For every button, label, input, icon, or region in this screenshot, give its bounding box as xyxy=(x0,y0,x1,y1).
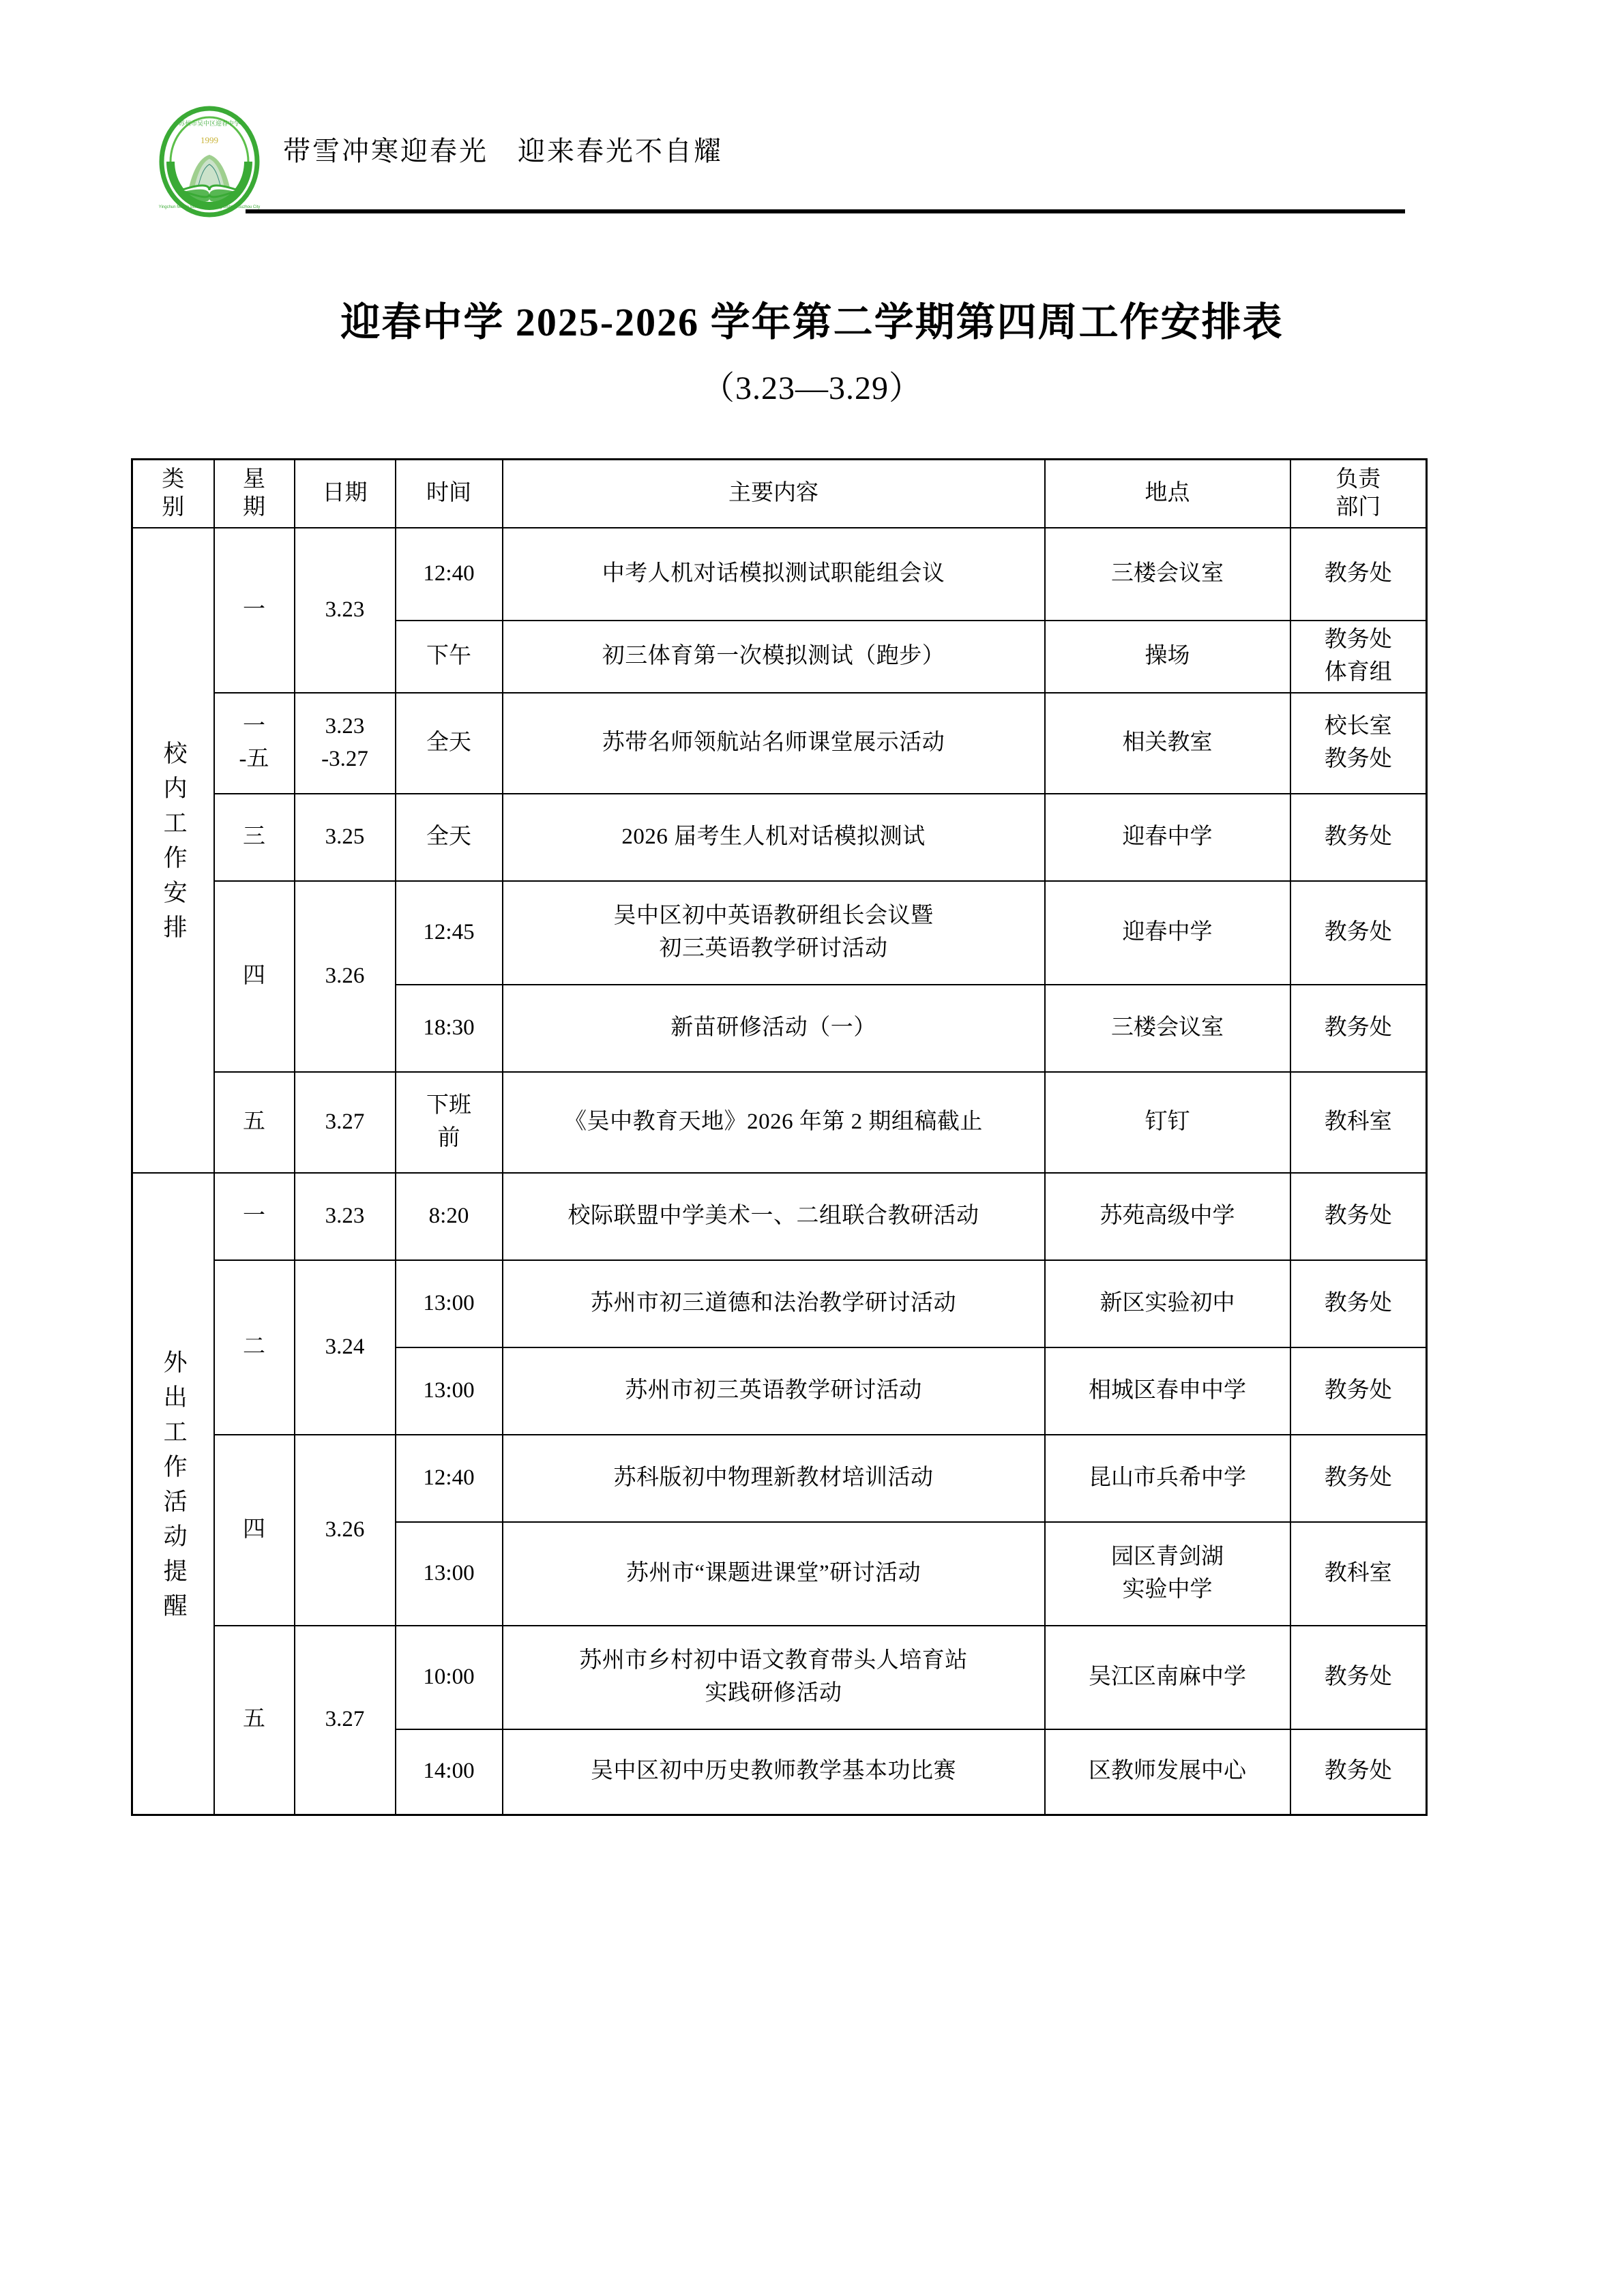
svg-text:Yingchun Middle School, Wuzhon: Yingchun Middle School, Wuzhong District, Suzhou City xyxy=(158,205,261,209)
department-cell: 教务处 xyxy=(1290,881,1427,985)
category-label-external: 外出工作活动提醒 xyxy=(160,1349,188,1628)
time-cell: 18:30 xyxy=(396,985,503,1072)
content-cell: 苏科版初中物理新教材培训活动 xyxy=(503,1435,1045,1522)
school-emblem-icon xyxy=(157,106,263,218)
svg-text:苏州市吴中区迎春中学: 苏州市吴中区迎春中学 xyxy=(178,120,241,127)
content-cell: 2026 届考生人机对话模拟测试 xyxy=(503,794,1045,881)
location-line2: 实验中学 xyxy=(1122,1577,1213,1602)
department-cell: 教务处 xyxy=(1290,1260,1427,1347)
category-cell-internal xyxy=(132,528,214,1173)
content-cell: 中考人机对话模拟测试职能组会议 xyxy=(503,528,1045,621)
header-weekday xyxy=(214,460,295,528)
header-department-line2: 部门 xyxy=(1335,494,1381,520)
weekday-cell: 五 xyxy=(214,1072,295,1173)
department-cell: 教务处 xyxy=(1290,1173,1427,1260)
content-cell: 苏带名师领航站名师课堂展示活动 xyxy=(503,693,1045,794)
school-emblem-logo xyxy=(157,106,263,218)
weekday-cell: 三 xyxy=(214,794,295,881)
table-row xyxy=(132,1435,1427,1522)
header-department xyxy=(1290,460,1427,528)
date-cell: 3.23 xyxy=(295,528,396,693)
location-cell: 操场 xyxy=(1045,621,1290,693)
time-cell: 13:00 xyxy=(396,1347,503,1435)
content-cell: 苏州市初三道德和法治教学研讨活动 xyxy=(503,1260,1045,1347)
time-cell: 13:00 xyxy=(396,1260,503,1347)
table-row xyxy=(132,881,1427,985)
location-cell: 相关教室 xyxy=(1045,693,1290,794)
time-cell: 全天 xyxy=(396,693,503,794)
content-line1: 吴中区初中英语教研组长会议暨 xyxy=(613,903,934,928)
location-cell: 区教师发展中心 xyxy=(1045,1729,1290,1815)
time-cell: 8:20 xyxy=(396,1173,503,1260)
content-cell xyxy=(503,1626,1045,1729)
svg-text:1999: 1999 xyxy=(201,135,218,145)
table-row xyxy=(132,1072,1427,1173)
weekday-line2: -五 xyxy=(239,746,269,771)
time-cell: 13:00 xyxy=(396,1522,503,1626)
location-cell: 钉钉 xyxy=(1045,1072,1290,1173)
date-cell: 3.25 xyxy=(295,794,396,881)
department-cell: 教务处 xyxy=(1290,794,1427,881)
header-time: 时间 xyxy=(396,460,503,528)
department-line1: 校长室 xyxy=(1324,713,1392,739)
time-cell: 12:40 xyxy=(396,1435,503,1522)
header-category-line1: 类 xyxy=(162,466,185,492)
content-line2: 实践研修活动 xyxy=(705,1680,842,1705)
location-cell: 三楼会议室 xyxy=(1045,985,1290,1072)
time-cell: 12:45 xyxy=(396,881,503,985)
weekday-cell: 四 xyxy=(214,881,295,1072)
time-cell xyxy=(396,1072,503,1173)
header-department-line1: 负责 xyxy=(1335,466,1381,492)
department-cell: 教务处 xyxy=(1290,1626,1427,1729)
time-cell: 下午 xyxy=(396,621,503,693)
page-title: 迎春中学 2025-2026 学年第二学期第四周工作安排表 xyxy=(340,300,1284,344)
date-cell xyxy=(295,693,396,794)
schedule-table xyxy=(131,458,1428,1816)
table-row xyxy=(132,693,1427,794)
category-cell-external xyxy=(132,1173,214,1815)
date-cell: 3.23 xyxy=(295,1173,396,1260)
weekday-cell: 五 xyxy=(214,1626,295,1815)
time-cell: 14:00 xyxy=(396,1729,503,1815)
department-cell: 教务处 xyxy=(1290,528,1427,621)
location-cell: 相城区春申中学 xyxy=(1045,1347,1290,1435)
date-cell: 3.26 xyxy=(295,881,396,1072)
category-label-internal: 校内工作安排 xyxy=(160,741,188,950)
time-line2: 前 xyxy=(437,1125,460,1150)
location-cell: 迎春中学 xyxy=(1045,881,1290,985)
department-cell: 教科室 xyxy=(1290,1072,1427,1173)
department-cell: 教务处 xyxy=(1290,1347,1427,1435)
school-motto: 带雪冲寒迎春光 迎来春光不自耀 xyxy=(283,136,723,166)
page-subtitle: （3.23—3.29） xyxy=(701,370,922,406)
table-row xyxy=(132,1173,1427,1260)
weekday-cell xyxy=(214,693,295,794)
header-content: 主要内容 xyxy=(503,460,1045,528)
table-row xyxy=(132,528,1427,621)
department-cell: 教务处 xyxy=(1290,1729,1427,1815)
header-date: 日期 xyxy=(295,460,396,528)
content-cell: 《吴中教育天地》2026 年第 2 期组稿截止 xyxy=(503,1072,1045,1173)
weekday-cell: 一 xyxy=(214,528,295,693)
location-cell: 吴江区南麻中学 xyxy=(1045,1626,1290,1729)
time-cell: 10:00 xyxy=(396,1626,503,1729)
weekday-cell: 一 xyxy=(214,1173,295,1260)
location-cell xyxy=(1045,1522,1290,1626)
table-row xyxy=(132,1626,1427,1729)
header-location: 地点 xyxy=(1045,460,1290,528)
date-line1: 3.23 xyxy=(325,713,365,739)
table-header-row xyxy=(132,460,1427,528)
content-cell: 苏州市“课题进课堂”研讨活动 xyxy=(503,1522,1045,1626)
date-cell: 3.27 xyxy=(295,1626,396,1815)
header-category xyxy=(132,460,214,528)
date-line2: -3.27 xyxy=(321,746,368,771)
letterhead xyxy=(157,102,1405,222)
content-cell: 苏州市初三英语教学研讨活动 xyxy=(503,1347,1045,1435)
content-cell: 初三体育第一次模拟测试（跑步） xyxy=(503,621,1045,693)
location-line1: 园区青剑湖 xyxy=(1111,1544,1224,1569)
department-cell: 教科室 xyxy=(1290,1522,1427,1626)
location-cell: 三楼会议室 xyxy=(1045,528,1290,621)
location-cell: 苏苑高级中学 xyxy=(1045,1173,1290,1260)
location-cell: 昆山市兵希中学 xyxy=(1045,1435,1290,1522)
content-cell: 新苗研修活动（一） xyxy=(503,985,1045,1072)
department-line2: 体育组 xyxy=(1324,659,1392,685)
weekday-cell: 二 xyxy=(214,1260,295,1435)
time-line1: 下班 xyxy=(426,1092,471,1118)
schedule-table-container xyxy=(131,458,1426,1816)
department-cell: 教务处 xyxy=(1290,1435,1427,1522)
location-cell: 新区实验初中 xyxy=(1045,1260,1290,1347)
department-cell xyxy=(1290,621,1427,693)
department-line1: 教务处 xyxy=(1324,627,1392,652)
content-cell xyxy=(503,881,1045,985)
content-line2: 初三英语教学研讨活动 xyxy=(659,936,888,961)
date-cell: 3.27 xyxy=(295,1072,396,1173)
department-line2: 教务处 xyxy=(1324,746,1392,771)
content-cell: 校际联盟中学美术一、二组联合教研活动 xyxy=(503,1173,1045,1260)
header-weekday-line2: 期 xyxy=(243,494,265,520)
content-line1: 苏州市乡村初中语文教育带头人培育站 xyxy=(579,1648,968,1673)
date-cell: 3.24 xyxy=(295,1260,396,1435)
time-cell: 全天 xyxy=(396,794,503,881)
header-divider xyxy=(246,209,1405,213)
table-row xyxy=(132,794,1427,881)
weekday-cell: 四 xyxy=(214,1435,295,1626)
content-cell: 吴中区初中历史教师教学基本功比赛 xyxy=(503,1729,1045,1815)
date-cell: 3.26 xyxy=(295,1435,396,1626)
header-category-line2: 别 xyxy=(162,494,185,520)
weekday-line1: 一 xyxy=(243,713,265,739)
table-row xyxy=(132,1260,1427,1347)
department-cell: 教务处 xyxy=(1290,985,1427,1072)
time-cell: 12:40 xyxy=(396,528,503,621)
header-weekday-line1: 星 xyxy=(243,466,265,492)
location-cell: 迎春中学 xyxy=(1045,794,1290,881)
department-cell xyxy=(1290,693,1427,794)
